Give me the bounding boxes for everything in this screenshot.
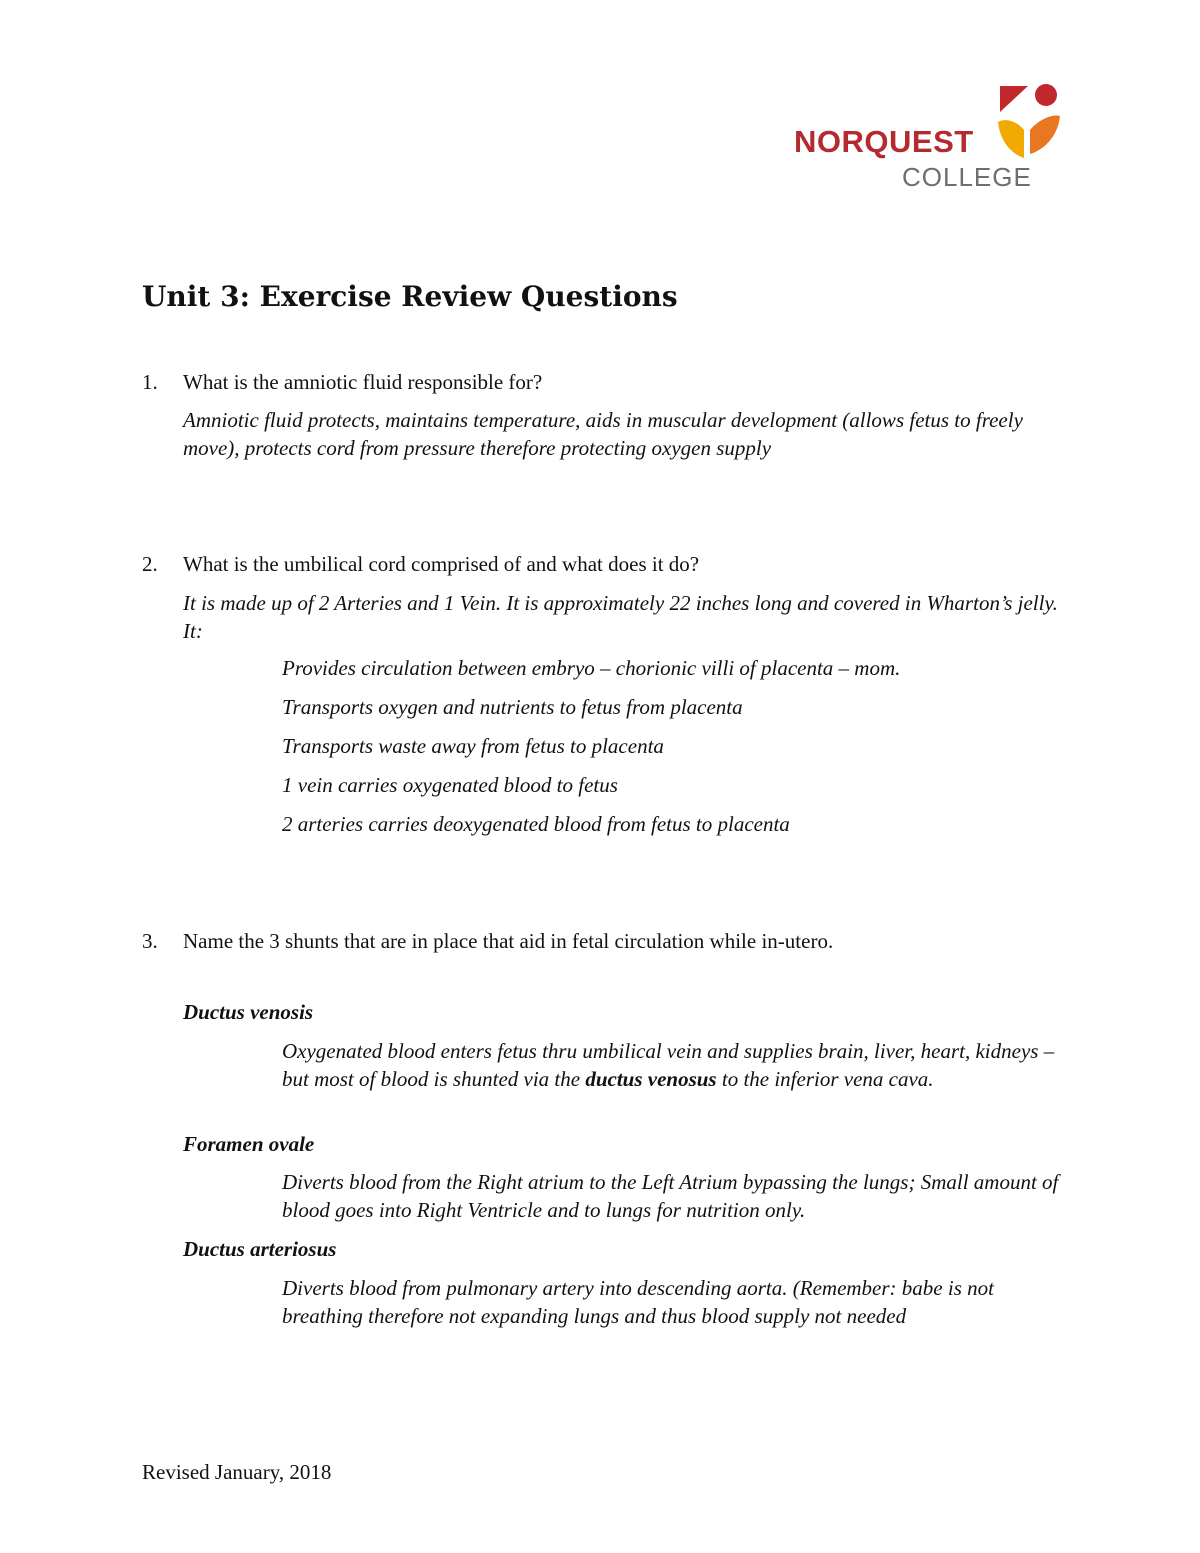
question-number: 3.: [142, 929, 158, 953]
answer-2-point: 1 vein carries oxygenated blood to fetus: [282, 773, 618, 797]
shunt-description-ductus-venosis: [282, 1037, 1072, 1093]
shunt-description-ductus-arteriosus: Diverts blood from pulmonary artery into descending aorta. (Remember: babe is not breathing therefore not expanding lungs and thus blood supply not needed: [282, 1276, 994, 1328]
shunt-description-foramen-ovale: Diverts blood from the Right atrium to the Left Atrium bypassing the lungs; Small amount of blood goes into Right Ventricle and to lungs for nutrition only.: [282, 1170, 1059, 1222]
logo-red-dot-shape: [1035, 84, 1057, 106]
answer-2-point: Transports waste away from fetus to placenta: [282, 734, 664, 758]
shunt-description-text: Oxygenated blood enters fetus thru umbilical vein and supplies brain, liver, heart, kidneys – but most of blood is shunted via the: [282, 1039, 1055, 1091]
answer-2-point: Transports oxygen and nutrients to fetus from placenta: [282, 695, 743, 719]
question-text: What is the amniotic fluid responsible for?: [183, 370, 543, 394]
logo-emblem-icon: [994, 82, 1064, 162]
revised-date: Revised January, 2018: [142, 1460, 332, 1484]
logo-name-text: NORQUEST: [794, 124, 974, 159]
logo-red-flag-shape: [1000, 86, 1028, 112]
question-text: Name the 3 shunts that are in place that aid in fetal circulation while in-utero.: [183, 929, 834, 953]
answer-2-point: 2 arteries carries deoxygenated blood from fetus to placenta: [282, 812, 790, 836]
question-text: What is the umbilical cord comprised of and what does it do?: [183, 552, 700, 576]
logo-gold-leaf-shape: [998, 120, 1024, 158]
answer-1: Amniotic fluid protects, maintains temperature, aids in muscular development (allows fetus to freely move), protects cord from pressure therefore protecting oxygen supply: [183, 408, 1023, 460]
question-number: 1.: [142, 370, 158, 394]
answer-2: It is made up of 2 Arteries and 1 Vein. It is approximately 22 inches long and covered in Wharton’s jelly. It:: [183, 591, 1058, 643]
shunt-heading-foramen-ovale: Foramen ovale: [183, 1132, 315, 1156]
page-title: Unit 3: Exercise Review Questions: [142, 280, 678, 313]
logo-sub-text: COLLEGE: [902, 162, 1032, 192]
shunt-description-emphasis: ductus venosus: [585, 1067, 717, 1091]
shunt-heading-ductus-venosis: Ductus venosis: [183, 1000, 314, 1024]
question-number: 2.: [142, 552, 158, 576]
shunt-description-text: to the inferior vena cava.: [716, 1067, 934, 1091]
logo-orange-leaf-shape: [1030, 116, 1060, 154]
norquest-college-logo: [794, 82, 1064, 194]
answer-2-point: Provides circulation between embryo – chorionic villi of placenta – mom.: [282, 656, 901, 680]
shunt-heading-ductus-arteriosus: Ductus arteriosus: [183, 1237, 337, 1261]
